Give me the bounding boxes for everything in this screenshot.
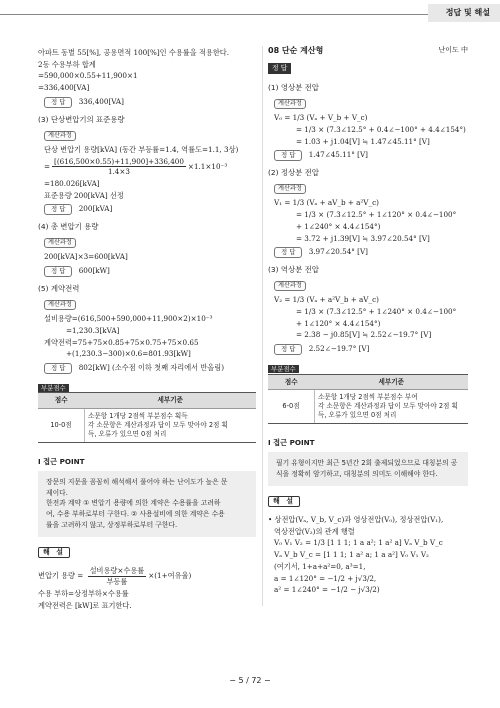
criteria-line: 득, 오류가 있으면 0점 처리	[88, 430, 167, 439]
intro-line: =336,400[VA]	[38, 83, 90, 93]
answer-row	[44, 266, 256, 277]
answer-row	[44, 363, 256, 374]
point-line: 장문의 지문을 꼼꼼히 해석해서 풀어야 하는 난이도가 높은 문	[46, 477, 228, 486]
calc-tag: 계산과정	[44, 238, 76, 248]
fraction	[88, 566, 147, 586]
criteria-line: 각 소문항은 계산과정과 답이 모두 맞아야 2점 획	[318, 402, 458, 411]
intro-line: 아파트 동별 55[%], 공용면적 100[%]인 수용률을 적용한다.	[38, 48, 229, 57]
score-header: 점수	[268, 374, 315, 390]
solution-tag: 해 설	[268, 496, 300, 507]
criteria-line: 소문항 1개당 2점씩 부분점수 획득	[88, 412, 188, 421]
formula-pre: 변압기 용량 =	[38, 571, 86, 581]
answer-row	[274, 344, 468, 355]
solution-line: 수용 부하=상정부하×수용률	[38, 588, 129, 598]
calc-tag: 계산과정	[274, 281, 306, 291]
calc-line: +(1,230.3−300)×0.6=801.93[kW]	[66, 349, 191, 359]
calc-fraction-line: = $\frac{[(616,500\times 0.55)+11,900]+336,400}{1.4\times 3}$ ×1.1×10⁻³	[44, 156, 228, 177]
formula-line: + 1∠120° × 4.4∠154°)	[296, 318, 381, 328]
point-line: 제이다.	[46, 488, 68, 497]
calc-tag: 계산과정	[274, 184, 306, 194]
answer-value: 200[kVA]	[78, 204, 113, 214]
answer-row	[274, 150, 468, 161]
criteria-line: 각 소문항은 계산과정과 답이 모두 맞아야 2점 획	[88, 421, 228, 430]
answer-value: 3.97∠20.54° [V]	[308, 247, 368, 257]
score-cell: 6-0점	[268, 390, 315, 424]
score-cell: 10-0점	[38, 409, 85, 443]
score-table	[268, 374, 468, 425]
fraction-tail: ×1.1×10⁻³	[187, 161, 228, 171]
solution-line: a² = 1∠240° = −1/2 − j√3/2)	[274, 585, 380, 595]
solution-tag: 해 설	[38, 547, 70, 558]
criteria-cell	[85, 409, 257, 443]
formula-line: V₀ = 1/3 (Vₐ + V_b + V_c)	[274, 113, 368, 123]
answer-label: 정 답	[274, 344, 302, 355]
formula-line: V₁ = 1/3 (Vₐ + aV_b + a²V_c)	[274, 198, 379, 208]
matrix-equation: V₀ V₁ V₂ = 1/3 [1 1 1; 1 a a²; 1 a² a] Vₐ V_b V_c	[274, 538, 443, 548]
criteria-cell	[315, 390, 469, 424]
calc-tag: 계산과정	[44, 300, 76, 310]
formula-line: = 1/3 × (7.3∠12.5° + 1∠240° × 0.4∠−100°	[296, 307, 457, 317]
answer-label: 정 답	[44, 266, 72, 277]
header-section-tab: 정답 및 해설	[428, 4, 500, 22]
left-column	[38, 46, 256, 612]
answer-label: 정 답	[44, 363, 72, 374]
matrix-equation: Vₐ V_b V_c = [1 1 1; 1 a² a; 1 a a²] V₀ V₁ V₂	[274, 550, 429, 560]
answer-value: 802[kW] (소수점 이하 첫째 자리에서 반올림)	[78, 363, 224, 373]
score-table	[38, 392, 256, 443]
header-rule	[0, 14, 500, 15]
fraction-denominator: 부등률	[106, 577, 128, 587]
calc-line: =1,230.3[kVA]	[66, 325, 120, 335]
calc-line: 표준용량 200[kVA] 선정	[44, 190, 124, 200]
solution-line: (여기서, 1+a+a²=0, a³=1,	[274, 561, 366, 571]
calc-line: =180.026[kVA]	[44, 179, 100, 189]
solution-line: • 상전압(Vₐ, V_b, V_c)과 영상전압(V₀), 정상전압(V₁),	[268, 515, 444, 525]
fraction-numerator: [(616,500×0.55)+11,900]+336,400	[54, 156, 184, 166]
point-line: 필기 유형이지만 최근 5년간 2회 출제되었으므로 대칭분의 공	[276, 458, 458, 467]
calc-line: 계약전력=75+75×0.85+75×0.75+75×0.65	[44, 337, 199, 347]
point-line: 률을 고려하지 않고, 상정부하로부터 구한다.	[46, 521, 178, 530]
intro-line: 2동 수용부하 합계	[38, 59, 96, 69]
section-title: (5) 계약전력	[38, 283, 80, 293]
point-line: 여, 수용 부하로부터 구한다. ② 사용설비에 의한 계약은 수용	[46, 510, 225, 519]
answer-label: 정 답	[274, 247, 302, 258]
point-line: 한전과 계약 ① 변압기 용량에 의한 계약은 수용률을 고려하	[46, 499, 221, 508]
section-title: (2) 정상분 전압	[268, 168, 319, 178]
criteria-line: 득, 오류가 있으면 0점 처리	[318, 411, 397, 420]
answer-row	[44, 97, 256, 108]
formula-line: = 1.03 + j1.04[V] ≒ 1.47∠45.11° [V]	[296, 136, 430, 146]
section-title: (1) 영상분 전압	[268, 82, 319, 92]
criteria-header: 세부기준	[85, 393, 257, 409]
partial-score-tag: 부분점수	[268, 365, 299, 374]
calc-line: 200[kVA]×3=600[kVA]	[44, 252, 128, 262]
point-title: I 접근 POINT	[268, 438, 315, 448]
solution-line: 계약전력은 [kW]로 표기한다.	[38, 600, 132, 610]
answer-label: 정 답	[44, 204, 72, 215]
right-column	[268, 46, 468, 597]
score-header: 점수	[38, 393, 85, 409]
section-title: (3) 역상분 전압	[268, 264, 319, 274]
calc-line: 설비용량=(616,500+590,000+11,900×2)×10⁻³	[44, 314, 213, 324]
answer-label: 정 답	[274, 150, 302, 161]
answer-row	[44, 204, 256, 215]
calc-tag: 계산과정	[44, 131, 76, 141]
formula-line: = 2.38 − j0.85[V] ≒ 2.52∠−19.7° [V]	[296, 330, 432, 340]
formula-line: = 1/3 × (7.3∠12.5° + 1∠120° × 0.4∠−100°	[296, 210, 457, 220]
solution-formula	[38, 566, 256, 586]
partial-score-tag: 부분점수	[38, 384, 69, 393]
formula-line: + 1∠240° × 4.4∠154°)	[296, 221, 381, 231]
answer-label: 정 답	[44, 97, 72, 108]
formula-line: = 3.72 + j1.39[V] ≒ 3.97∠20.54° [V]	[296, 233, 430, 243]
criteria-line: 소문항 1개당 2점씩 부분점수 부여	[318, 393, 418, 402]
intro-line: =590,000×0.55+11,900×1	[38, 71, 138, 81]
fraction	[52, 157, 186, 177]
column-divider	[262, 46, 263, 606]
question-title: 08 단순 계산형	[268, 46, 324, 55]
answer-row	[274, 247, 468, 258]
point-box	[268, 452, 468, 486]
page-number: − 5 / 72 −	[229, 676, 271, 685]
calc-line: 단상 변압기 용량[kVA] (동간 부등률=1.4, 역률도=1.1, 3상)	[44, 144, 239, 154]
point-box	[38, 471, 256, 537]
fraction-denominator: 1.4×3	[107, 167, 130, 177]
section-title: (3) 단상변압기의 표준용량	[38, 114, 125, 124]
answer-value: 2.52∠−19.7° [V]	[308, 344, 370, 354]
section-title: (4) 총 변압기 용량	[38, 222, 99, 232]
answer-heading-tag: 정 답	[268, 63, 291, 74]
criteria-header: 세부기준	[315, 374, 469, 390]
answer-value: 1.47∠45.11° [V]	[308, 150, 368, 160]
answer-value: 600[kW]	[78, 266, 110, 276]
answer-value: 336,400[VA]	[78, 96, 124, 106]
difficulty-label: 난이도 中	[438, 46, 468, 54]
point-line: 식을 정확히 암기하고, 대칭분의 의미도 이해해야 한다.	[276, 469, 438, 478]
solution-line: a = 1∠120° = −1/2 + j√3/2,	[274, 573, 377, 583]
calc-tag: 계산과정	[274, 99, 306, 109]
formula-line: = 1/3 × (7.3∠12.5° + 0.4∠−100° + 4.4∠154°)	[296, 125, 466, 135]
point-title: I 접근 POINT	[38, 456, 85, 466]
formula-post: ×(1+여유율)	[148, 571, 192, 581]
fraction-numerator: 설비용량×수용률	[89, 566, 145, 576]
formula-line: V₂ = 1/3 (Vₐ + a²V_b + aV_c)	[274, 295, 379, 305]
solution-line: 역상전압(V₂)의 관계 행렬	[274, 526, 355, 536]
